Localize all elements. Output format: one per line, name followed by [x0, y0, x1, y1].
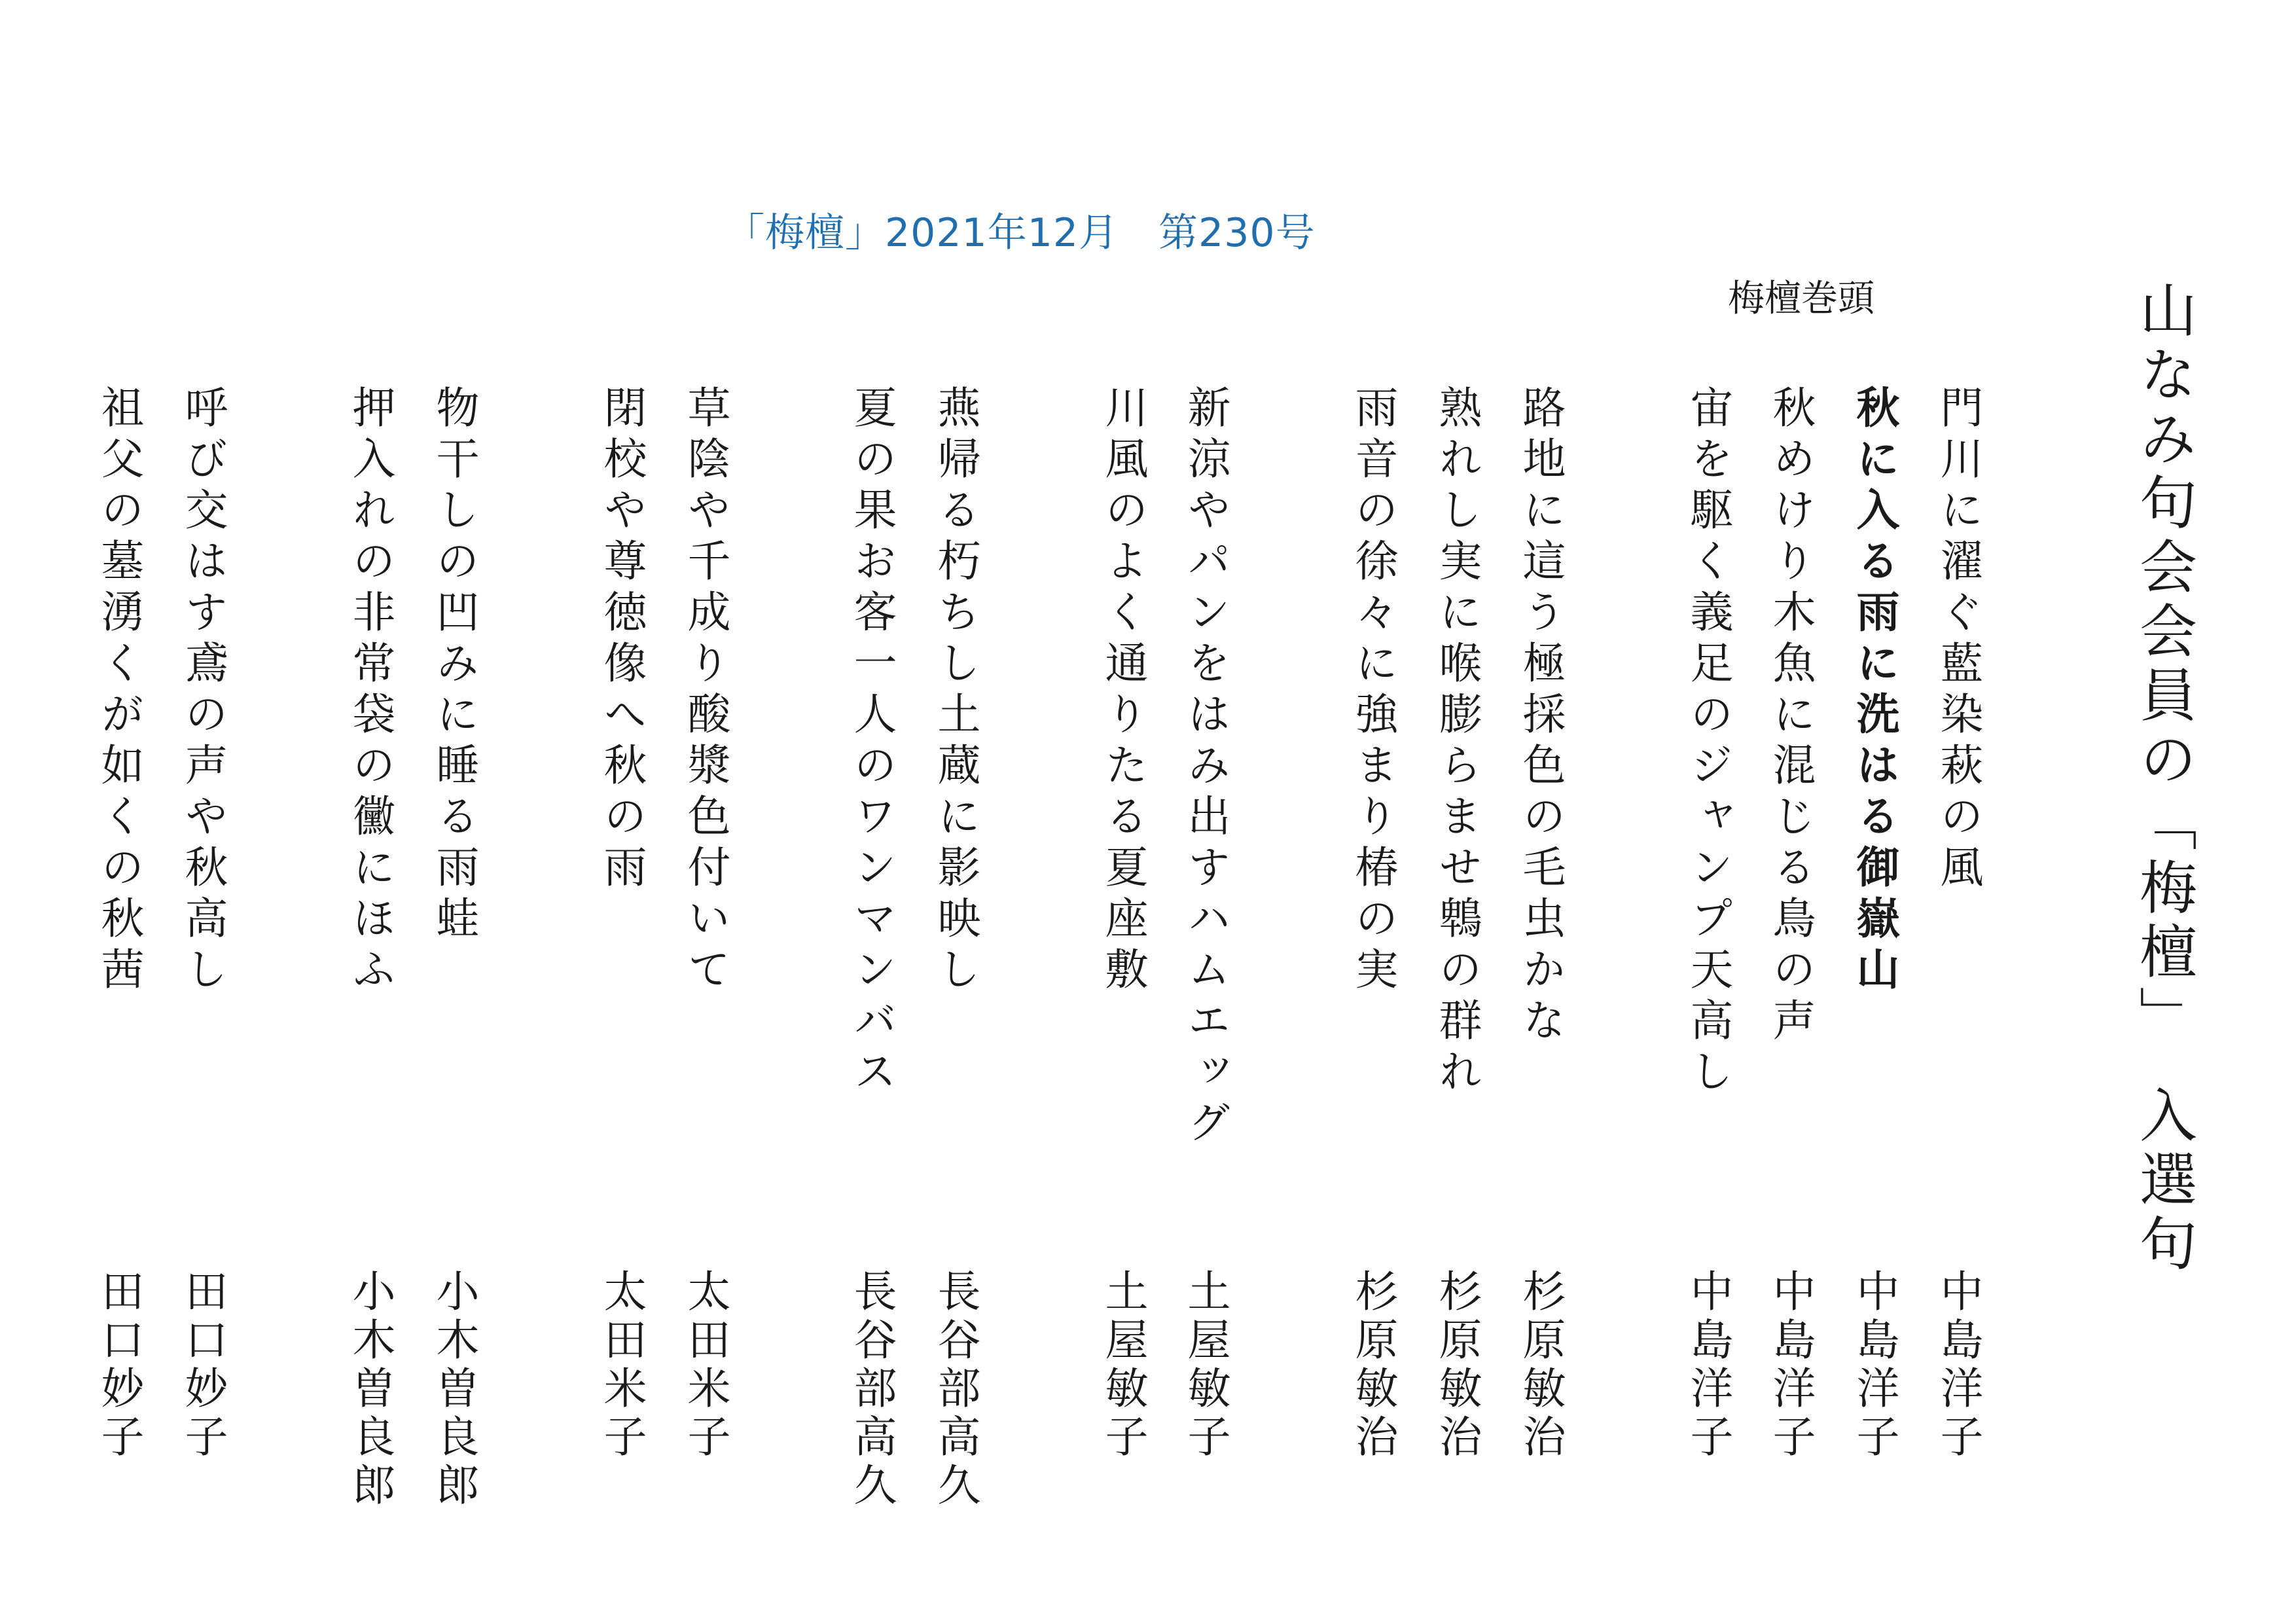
haiku-author: 土屋敏子	[1098, 1269, 1148, 1462]
haiku-text: 押入れの非常袋の黴にほふ	[345, 385, 395, 998]
haiku-text: 祖父の墓湧くが如くの秋茜	[94, 385, 144, 998]
haiku-author: 小木曽良郎	[429, 1269, 479, 1511]
haiku-text: 熟れし実に喉膨らませ鵯の群れ	[1431, 385, 1482, 1100]
haiku-author: 杉原敏治	[1515, 1269, 1566, 1462]
haiku-author: 長谷部高久	[846, 1269, 897, 1511]
haiku-text: 宙を駆く義足のジャンプ天高し	[1683, 385, 1733, 1100]
haiku-author: 田口妙子	[94, 1269, 144, 1462]
section-label: 梅檀巻頭	[1728, 278, 1874, 320]
haiku-text: 夏の果お客一人のワンマンバス	[846, 385, 897, 1100]
haiku-text: 雨音の徐々に強まり椿の実	[1348, 385, 1398, 998]
haiku-author: 杉原敏治	[1348, 1269, 1398, 1462]
haiku-author: 太田米子	[680, 1269, 730, 1462]
haiku-text: 閉校や尊徳像へ秋の雨	[596, 385, 647, 895]
haiku-text: 川風のよく通りたる夏座敷	[1098, 385, 1148, 998]
haiku-text: 秋に入る雨に洗はる御嶽山	[1849, 385, 1899, 998]
haiku-text: 呼び交はす鳶の声や秋高し	[177, 385, 228, 998]
haiku-author: 中島洋子	[1933, 1269, 1983, 1462]
haiku-author: 杉原敏治	[1431, 1269, 1482, 1462]
haiku-text: 物干しの凹みに睡る雨蛙	[429, 385, 479, 947]
haiku-author: 太田米子	[596, 1269, 647, 1462]
haiku-text: 燕帰る朽ちし土蔵に影映し	[930, 385, 980, 998]
haiku-text: 門川に濯ぐ藍染萩の風	[1933, 385, 1983, 895]
haiku-author: 田口妙子	[177, 1269, 228, 1462]
haiku-text: 路地に這う極採色の毛虫かな	[1515, 385, 1566, 1049]
haiku-author: 小木曽良郎	[345, 1269, 395, 1511]
haiku-author: 中島洋子	[1849, 1269, 1899, 1462]
haiku-author: 長谷部高久	[930, 1269, 980, 1511]
issue-header: 「梅檀」2021年12月 第230号	[725, 210, 1316, 256]
haiku-author: 土屋敏子	[1180, 1269, 1230, 1462]
haiku-text: 新涼やパンをはみ出すハムエッグ	[1180, 385, 1230, 1151]
haiku-text: 秋めけり木魚に混じる鳥の声	[1765, 385, 1816, 1049]
haiku-author: 中島洋子	[1683, 1269, 1733, 1462]
page-title: 山なみ句会会員の「梅檀」 入選句	[2130, 280, 2198, 1278]
haiku-text: 草陰や千成り酸漿色付いて	[680, 385, 730, 998]
haiku-author: 中島洋子	[1765, 1269, 1816, 1462]
